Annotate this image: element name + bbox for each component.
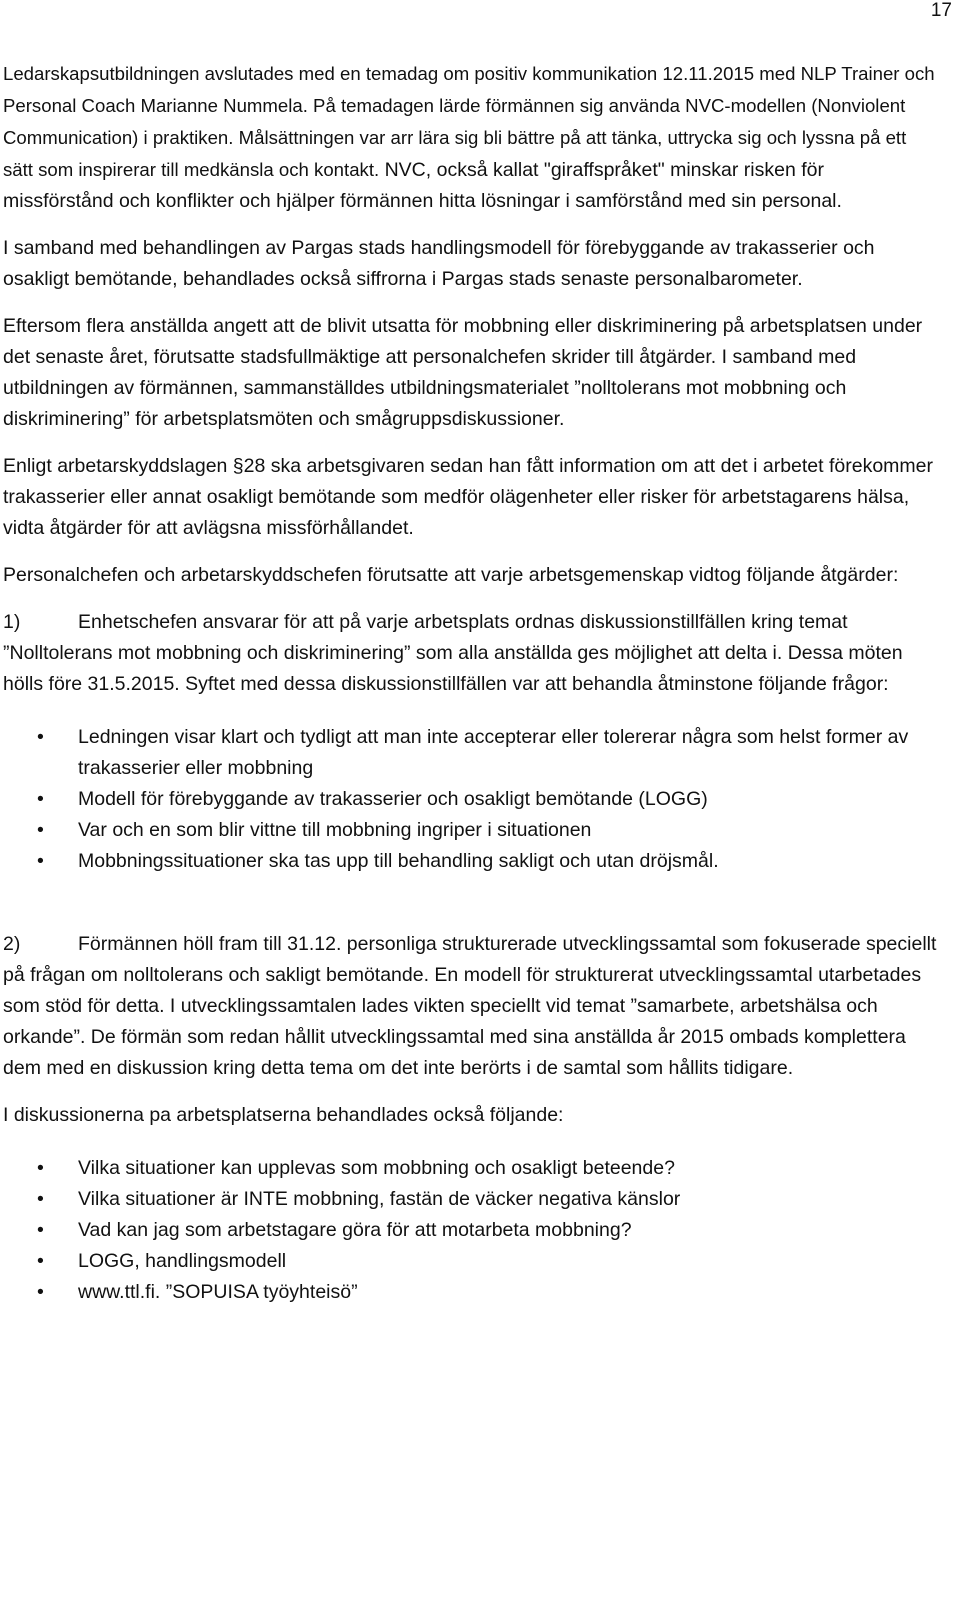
list-item-text: Ledningen visar klart och tydligt att man inte accepterar eller tolererar några som helst former av trakasserier eller mobbning: [78, 726, 909, 779]
list-item-text: Mobbningssituationer ska tas upp till behandling sakligt och utan dröjsmål.: [78, 850, 719, 872]
bullet-list-1: [3, 722, 938, 877]
item-text-2: Förmännen höll fram till 31.12. personliga strukturerade utvecklingssamtal som fokuserade speciellt på frågan om nolltolerans och sakligt bemötande. En modell för strukturerat utvecklingssamtal utarbetades som stöd för detta. I utvecklingssamtalen lades vikten speciellt vid temat ”samarbete, arbetshälsa och orkande”. De förmän som redan hållit utvecklingssamtal med sina anställda år 2015 ombads komplettera dem med en diskussion kring detta tema om det inte berörts i de samtal som hållits tidigare.: [3, 933, 937, 1079]
list-item-text: Var och en som blir vittne till mobbning ingriper i situationen: [78, 819, 592, 841]
intro-text-sans: Ledarskapsutbildningen avslutades med en temadag om positiv kommunikation 12.11.2015 med NLP Trainer och Personal Coach Marianne Nummela. På temadagen lärde förmännen sig använda NVC-modellen (Nonviolent Communication) i praktiken. Målsättningen var arr lära sig bli bättre på att tänka, uttrycka sig och lyssna på ett sätt som inspirerar till medkänsla och kontakt.: [3, 63, 935, 180]
paragraph-handlingsmodell: I samband med behandlingen av Pargas stads handlingsmodell för förebyggande av trakasserier och osakligt bemötande, behandlades också siffrorna i Pargas stads senaste personalbarometer.: [3, 237, 875, 290]
numbered-item-1: [3, 607, 938, 700]
bullet-icon: •: [37, 1157, 44, 1179]
item-text-1: Enhetschefen ansvarar för att på varje arbetsplats ordnas diskussionstillfällen kring temat ”Nolltolerans mot mobbning och diskriminering” som alla anställda ges möjlighet att delta i. Dessa möten hölls före 31.5.2015. Syftet med dessa diskussionstillfällen var att behandla åtminstone följande frågor:: [3, 611, 903, 695]
bullet-icon: •: [37, 788, 44, 810]
paragraph-personalbarometer: Eftersom flera anställda angett att de blivit utsatta för mobbning eller diskriminering på arbetsplatsen under det senaste året, förutsatte stadsfullmäktige att personalchefen skrider till åtgärder. I samband med utbildningen av förmännen, sammanställdes utbildningsmaterialet ”nolltolerans mot mobbning och diskriminering” för arbetsplatsmöten och smågruppsdiskussioner.: [3, 315, 923, 430]
paragraph-arbetarskyddslagen: Enligt arbetarskyddslagen §28 ska arbetsgivaren sedan han fått information om att det i arbetet förekommer trakasserier eller annat osakligt bemötande som medför olägenheter eller risker för arbetstagarens hälsa, vidta åtgärder för att avlägsna missförhållandet.: [3, 455, 934, 539]
list-item-text: Modell för förebyggande av trakasserier och osakligt bemötande (LOGG): [78, 788, 708, 810]
list-item: [3, 722, 938, 784]
list-item-text: Vilka situationer är INTE mobbning, fastän de väcker negativa känslor: [78, 1188, 681, 1210]
list-item: [3, 1215, 938, 1246]
list-item: [3, 1277, 938, 1308]
discussion-intro: I diskussionerna pa arbetsplatserna behandlades också följande:: [3, 1104, 564, 1126]
bullet-icon: •: [37, 726, 44, 748]
document-body: [3, 58, 938, 1308]
list-item-text: Vilka situationer kan upplevas som mobbning och osakligt beteende?: [78, 1157, 675, 1179]
bullet-icon: •: [37, 1219, 44, 1241]
page-number: 17: [930, 0, 952, 21]
paragraph-atgarder: Personalchefen och arbetarskyddschefen förutsatte att varje arbetsgemenskap vidtog följande åtgärder:: [3, 564, 899, 586]
intro-paragraph: [3, 58, 938, 217]
bullet-icon: •: [37, 1188, 44, 1210]
intro-text-rest: NVC, också kallat "giraffspråket" minskar risken för missförstånd och konflikter och hjälper förmännen hitta lösningar i samförstånd med sin personal.: [3, 159, 842, 212]
bullet-icon: •: [37, 1281, 44, 1303]
item-number-1: 1): [3, 611, 21, 633]
list-item-text: LOGG, handlingsmodell: [78, 1250, 287, 1272]
bullet-list-2: [3, 1153, 938, 1308]
list-item: [3, 1184, 938, 1215]
bullet-icon: •: [37, 1250, 44, 1272]
numbered-item-2: [3, 929, 938, 1084]
list-item: [3, 815, 938, 846]
list-item: [3, 846, 938, 877]
list-item-text: www.ttl.fi. ”SOPUISA työyhteisö”: [78, 1281, 358, 1303]
list-item: [3, 1246, 938, 1277]
list-item-text: Vad kan jag som arbetstagare göra för att motarbeta mobbning?: [78, 1219, 632, 1241]
bullet-icon: •: [37, 819, 44, 841]
list-item: [3, 784, 938, 815]
bullet-icon: •: [37, 850, 44, 872]
list-item: [3, 1153, 938, 1184]
item-number-2: 2): [3, 933, 21, 955]
